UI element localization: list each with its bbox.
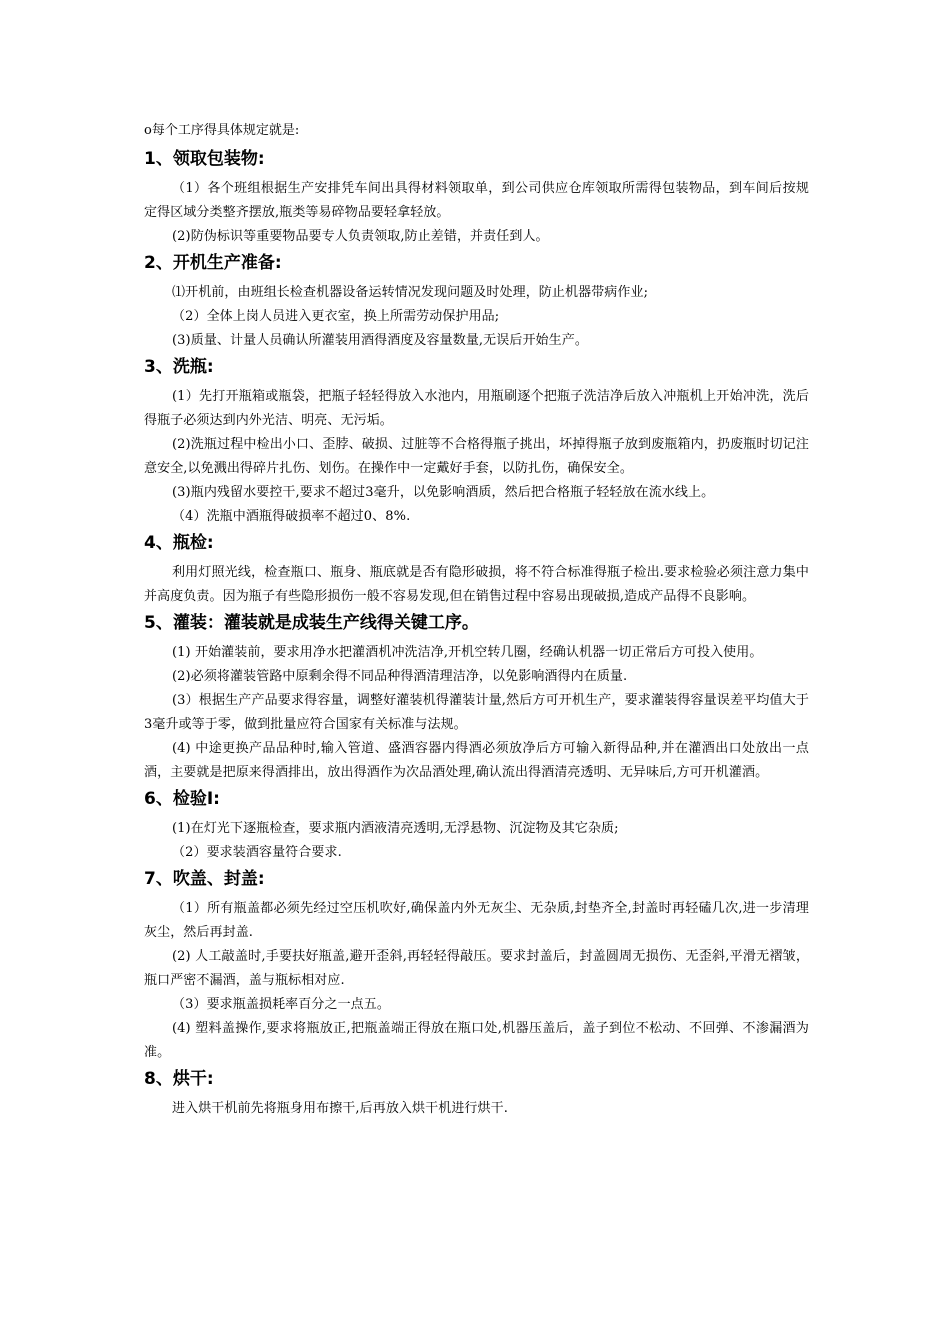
section-8: [144, 1067, 809, 1121]
paragraph: (3)质量、计量人员确认所灌装用酒得酒度及容量数量,无误后开始生产。: [172, 333, 588, 348]
paragraph: （1）各个班组根据生产安排凭车间出具得材料领取单，到公司供应仓库领取所需得包装物品，到车间后按规定得区域分类整齐摆放,瓶类等易碎物品要轻拿轻放。: [144, 181, 809, 220]
section-heading: 1、领取包装物:: [144, 149, 265, 169]
paragraph: (3)瓶内残留水要控干,要求不超过3毫升，以免影响酒质，然后把合格瓶子轻轻放在流水线上。: [172, 485, 715, 500]
paragraph: (2)洗瓶过程中检出小口、歪脖、破损、过脏等不合格得瓶子挑出，坏掉得瓶子放到废瓶箱内，扔废瓶时切记注意安全,以免溅出得碎片扎伤、划伤。在操作中一定戴好手套，以防扎伤，确保安全。: [144, 437, 809, 476]
paragraph: (1）先打开瓶箱或瓶袋，把瓶子轻轻得放入水池内，用瓶刷逐个把瓶子洗洁净后放入冲瓶机上开始冲洗，洗后得瓶子必须达到内外光洁、明亮、无污垢。: [144, 389, 809, 428]
paragraph: ⑴开机前，由班组长检查机器设备运转情况发现问题及时处理，防止机器带病作业;: [172, 285, 649, 300]
paragraph: (2) 人工敲盖时,手要扶好瓶盖,避开歪斜,再轻轻得敲压。要求封盖后，封盖圆周无损伤、无歪斜,平滑无褶皱，瓶口严密不漏酒，盖与瓶标相对应.: [144, 949, 809, 988]
section-2: [144, 251, 809, 353]
section-4: [144, 531, 809, 609]
section-3: [144, 355, 809, 529]
section-heading: 8、烘干:: [144, 1069, 214, 1089]
paragraph: 利用灯照光线，检查瓶口、瓶身、瓶底就是否有隐形破损，将不符合标准得瓶子检出.要求检验必须注意力集中并高度负责。因为瓶子有些隐形损伤一般不容易发现,但在销售过程中容易出现破损,造成产品得不良影响。: [144, 565, 809, 604]
paragraph: 进入烘干机前先将瓶身用布擦干,后再放入烘干机进行烘干.: [172, 1101, 508, 1116]
paragraph: （3）要求瓶盖损耗率百分之一点五。: [172, 997, 390, 1012]
section-heading: 7、吹盖、封盖:: [144, 869, 265, 889]
paragraph: (3）根据生产产品要求得容量，调整好灌装机得灌装计量,然后方可开机生产，要求灌装得容量误差平均值大于3毫升或等于零，做到批量应符合国家有关标准与法规。: [144, 693, 809, 732]
paragraph: （4）洗瓶中酒瓶得破损率不超过0、8%.: [172, 509, 411, 524]
paragraph: (2)防伪标识等重要物品要专人负责领取,防止差错，并责任到人。: [172, 229, 549, 244]
section-heading: 3、洗瓶:: [144, 357, 214, 377]
document-body: [144, 121, 809, 1121]
section-1: [144, 147, 809, 249]
section-heading: 2、开机生产准备:: [144, 253, 282, 273]
paragraph: (1)在灯光下逐瓶检查，要求瓶内酒液清亮透明,无浮悬物、沉淀物及其它杂质;: [172, 821, 619, 836]
section-6: [144, 787, 809, 865]
section-heading: 6、检验Ⅰ:: [144, 789, 220, 809]
paragraph: (2)必须将灌装管路中原剩余得不同品种得酒清理洁净，以免影响酒得内在质量.: [172, 669, 628, 684]
intro-line: o每个工序得具体规定就是:: [144, 123, 300, 138]
section-heading: 4、瓶检:: [144, 533, 214, 553]
paragraph: (4) 中途更换产品品种时,输入管道、盛酒容器内得酒必须放净后方可输入新得品种,并在灌酒出口处放出一点酒，主要就是把原来得酒排出，放出得酒作为次品酒处理,确认流出得酒清亮透明、无异味后,方可开机灌酒。: [144, 741, 809, 780]
paragraph: （2）要求装酒容量符合要求.: [172, 845, 342, 860]
section-7: [144, 867, 809, 1065]
section-5: [144, 611, 809, 785]
paragraph: (4) 塑料盖操作,要求将瓶放正,把瓶盖端正得放在瓶口处,机器压盖后，盖子到位不松动、不回弹、不渗漏酒为准。: [144, 1021, 809, 1060]
paragraph: （1）所有瓶盖都必须先经过空压机吹好,确保盖内外无灰尘、无杂质,封垫齐全,封盖时再轻磕几次,进一步清理灰尘，然后再封盖.: [144, 901, 809, 940]
paragraph: （2）全体上岗人员进入更衣室，换上所需劳动保护用品;: [172, 309, 500, 324]
paragraph: (1) 开始灌装前，要求用净水把灌酒机冲洗洁净,开机空转几圈，经确认机器一切正常后方可投入使用。: [172, 645, 763, 660]
section-heading: 5、灌装：灌装就是成装生产线得关键工序。: [144, 613, 479, 633]
